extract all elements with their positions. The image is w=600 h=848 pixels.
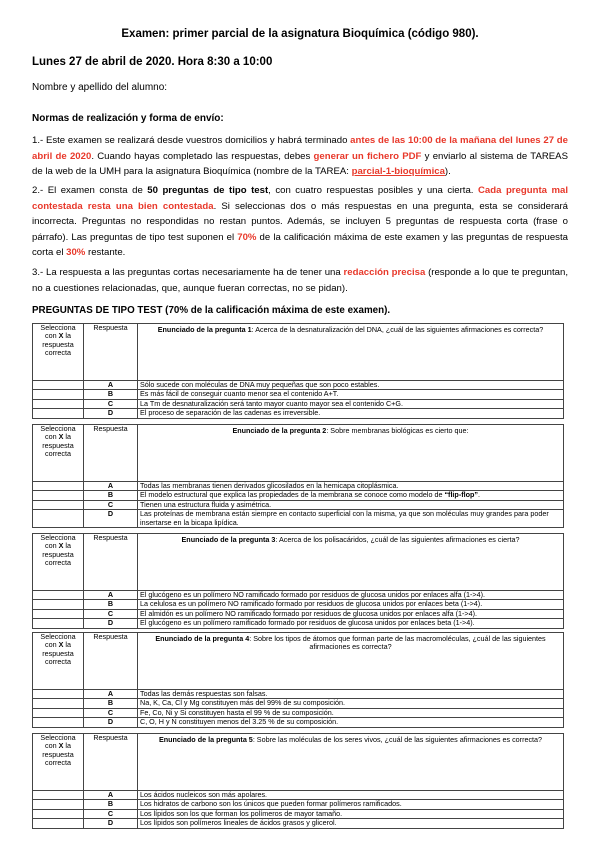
option-text: La celulosa es un polímero NO ramificado formado por residuos de glucosa unidos por enlaces beta (1->4). <box>138 600 564 609</box>
answer-select-cell[interactable] <box>33 600 84 609</box>
rule-3-precise: redacción precisa <box>343 267 426 278</box>
option-text: C, O, H y N constituyen menos del 3.25 % de su composición. <box>138 718 564 727</box>
option-text: Todas las membranas tienen derivados glicosilados en la hemicapa citoplásmica. <box>138 482 564 491</box>
option-text: El glucógeno es un polímero ramificado formado por residuos de glucosa unidos por enlaces beta (1->4). <box>138 619 564 628</box>
rule-2-text-e: restante. <box>85 247 126 258</box>
question-statement: Enunciado de la pregunta 2: Sobre membranas biológicas es cierto que: <box>138 425 564 482</box>
answer-select-cell[interactable] <box>33 819 84 828</box>
option-letter: A <box>84 482 138 491</box>
question-statement: Enunciado de la pregunta 5: Sobre las moléculas de los seres vivos, ¿cuál de las siguientes afirmaciones es correcta? <box>138 734 564 791</box>
answer-select-cell[interactable] <box>33 791 84 800</box>
option-letter: D <box>84 819 138 828</box>
option-text: Tienen una estructura fluida y asimétrica. <box>138 500 564 509</box>
select-column-header: Selecciona con X la respuesta correcta <box>33 534 84 591</box>
answer-column-header: Respuesta <box>84 534 138 591</box>
option-letter: D <box>84 409 138 418</box>
student-name-label: Nombre y apellido del alumno: <box>32 82 168 93</box>
exam-title: Examen: primer parcial de la asignatura Bioquímica (código 980). <box>121 28 479 40</box>
option-text: El proceso de separación de las cadenas es irreversible. <box>138 409 564 418</box>
rule-1-text-b: . Cuando hayas completado las respuestas, debes <box>91 150 314 162</box>
select-column-header: Selecciona con X la respuesta correcta <box>33 324 84 381</box>
answer-select-cell[interactable] <box>33 510 84 528</box>
rule-1-deadline: antes de las 10:00 de la mañana del lunes 27 de abril de 2020 <box>32 135 569 162</box>
answer-select-cell[interactable] <box>33 800 84 809</box>
answer-select-cell[interactable] <box>33 708 84 717</box>
option-letter: B <box>84 699 138 708</box>
option-text: El glucógeno es un polímero NO ramificado formado por residuos de glucosa unidos por enlaces alfa (1->4). <box>138 591 564 600</box>
option-letter: A <box>84 690 138 699</box>
answer-select-cell[interactable] <box>33 699 84 708</box>
select-column-header: Selecciona con X la respuesta correcta <box>33 425 84 482</box>
rule-2-pct-short: 30% <box>66 247 86 258</box>
option-text: Los ácidos nucleicos son más apolares. <box>138 791 564 800</box>
option-letter: C <box>84 399 138 408</box>
question-table-1 <box>32 323 564 419</box>
norms-heading: Normas de realización y forma de envío: <box>32 113 224 124</box>
question-table-2 <box>32 424 564 528</box>
exam-date: Lunes 27 de abril de 2020. Hora 8:30 a 10:00 <box>32 56 273 68</box>
rule-2-text-c: . Si seleccionas dos o más respuestas en una pregunta, esta se considerará incorrecta. Preguntas no respondidas no restan puntos. Además, se incluyen 5 preguntas de respuesta corta (frase o párrafo). Las preguntas de tipo test suponen el <box>32 200 569 243</box>
question-statement: Enunciado de la pregunta 4: Sobre los tipos de átomos que forman parte de las macromoléculas, ¿cuál de las siguientes afirmaciones es correcta? <box>138 633 564 690</box>
option-row <box>33 390 564 399</box>
option-text: Los lípidos son polímeros lineales de ácidos grasos y glicerol. <box>138 819 564 828</box>
option-row <box>33 819 564 828</box>
question-table-3 <box>32 533 564 629</box>
answer-select-cell[interactable] <box>33 482 84 491</box>
rule-1-text-c: y enviarlo al sistema de TAREAS de la web de la UMH para la asignatura Bioquímica (nombre de la TAREA: <box>32 150 568 177</box>
rule-2-count: 50 preguntas de tipo test <box>147 185 269 196</box>
option-letter: C <box>84 500 138 509</box>
answer-column-header: Respuesta <box>84 633 138 690</box>
question-table-5 <box>32 733 564 829</box>
rule-2-text-a: 2.- El examen consta de <box>32 185 148 196</box>
answer-select-cell[interactable] <box>33 500 84 509</box>
answer-select-cell[interactable] <box>33 619 84 628</box>
answer-select-cell[interactable] <box>33 591 84 600</box>
rule-2-text-d: de la calificación máxima de este examen y las preguntas de respuesta corta el <box>32 231 568 258</box>
rule-2-pct-test: 70% <box>237 231 257 243</box>
option-row <box>33 718 564 727</box>
answer-select-cell[interactable] <box>33 390 84 399</box>
option-row <box>33 699 564 708</box>
option-row <box>33 600 564 609</box>
option-row <box>33 409 564 418</box>
rule-3-text-a: 3.- La respuesta a las preguntas cortas necesariamente ha de tener una <box>32 267 344 278</box>
option-text: Sólo sucede con moléculas de DNA muy pequeñas que son poco estables. <box>138 381 564 390</box>
option-letter: C <box>84 809 138 818</box>
option-letter: A <box>84 791 138 800</box>
option-text: Fe, Co, Ni y Si constituyen hasta el 99 % de su composición. <box>138 708 564 717</box>
task-link[interactable]: parcial-1-bioquímica <box>351 166 445 177</box>
option-letter: A <box>84 591 138 600</box>
rule-1 <box>32 133 568 180</box>
answer-select-cell[interactable] <box>33 409 84 418</box>
option-text: Los lípidos son los que forman los polímeros de mayor tamaño. <box>138 809 564 818</box>
option-text: Los hidratos de carbono son los únicos que pueden formar polímeros ramificados. <box>138 800 564 809</box>
option-letter: B <box>84 800 138 809</box>
option-text: El modelo estructural que explica las propiedades de la membrana se conoce como modelo de “flip-flop”. <box>138 491 564 500</box>
answer-select-cell[interactable] <box>33 690 84 699</box>
question-table-4 <box>32 632 564 728</box>
question-statement: Enunciado de la pregunta 3: Acerca de los polisacáridos, ¿cuál de las siguientes afirmaciones es cierta? <box>138 534 564 591</box>
answer-select-cell[interactable] <box>33 609 84 618</box>
option-row <box>33 510 564 528</box>
option-letter: D <box>84 619 138 628</box>
question-statement: Enunciado de la pregunta 1: Acerca de la desnaturalización del DNA, ¿cuál de las siguientes afirmaciones es correcta? <box>138 324 564 381</box>
option-letter: C <box>84 609 138 618</box>
answer-column-header: Respuesta <box>84 734 138 791</box>
option-letter: C <box>84 708 138 717</box>
rule-3 <box>32 265 568 296</box>
option-letter: D <box>84 718 138 727</box>
test-section-heading: PREGUNTAS DE TIPO TEST (70% de la calificación máxima de este examen). <box>32 305 391 316</box>
rule-1-text-d: ). <box>444 166 451 177</box>
rule-2 <box>32 183 568 261</box>
option-text: Na, K, Ca, Cl y Mg constituyen más del 99% de su composición. <box>138 699 564 708</box>
option-text: Todas las demás respuestas son falsas. <box>138 690 564 699</box>
answer-select-cell[interactable] <box>33 381 84 390</box>
option-text: El almidón es un polímero NO ramificado formado por residuos de glucosa unidos por enlaces alfa (1->4). <box>138 609 564 618</box>
answer-select-cell[interactable] <box>33 809 84 818</box>
rule-2-penalty: Cada pregunta mal contestada resta una bien contestada <box>32 185 569 212</box>
option-letter: D <box>84 510 138 528</box>
option-row <box>33 491 564 500</box>
select-column-header: Selecciona con X la respuesta correcta <box>33 734 84 791</box>
option-letter: B <box>84 491 138 500</box>
option-row <box>33 619 564 628</box>
select-column-header: Selecciona con X la respuesta correcta <box>33 633 84 690</box>
option-text: Las proteínas de membrana están siempre en contacto superficial con la misma, ya que son moléculas muy grandes para poder insertarse en la bicapa lipídica. <box>138 510 564 528</box>
rule-1-pdf: generar un fichero PDF <box>313 150 422 162</box>
rule-1-text-a: 1.- Este examen se realizará desde vuestros domicilios y habrá terminado <box>32 135 351 146</box>
answer-column-header: Respuesta <box>84 425 138 482</box>
answer-column-header: Respuesta <box>84 324 138 381</box>
answer-select-cell[interactable] <box>33 491 84 500</box>
option-row <box>33 800 564 809</box>
option-letter: B <box>84 390 138 399</box>
option-text: Es más fácil de conseguir cuanto menor sea el contenido A+T. <box>138 390 564 399</box>
rule-3-text-b: (responde a lo que te preguntan, no a cuestiones relacionadas, que, aunque fueran correctas, no se pidan). <box>32 267 568 294</box>
option-text: La Tm de desnaturalización será tanto mayor cuanto mayor sea el contenido C+G. <box>138 399 564 408</box>
answer-select-cell[interactable] <box>33 718 84 727</box>
answer-select-cell[interactable] <box>33 399 84 408</box>
option-letter: A <box>84 381 138 390</box>
rule-2-text-b: , con cuatro respuestas posibles y una cierta. <box>268 185 478 196</box>
option-letter: B <box>84 600 138 609</box>
